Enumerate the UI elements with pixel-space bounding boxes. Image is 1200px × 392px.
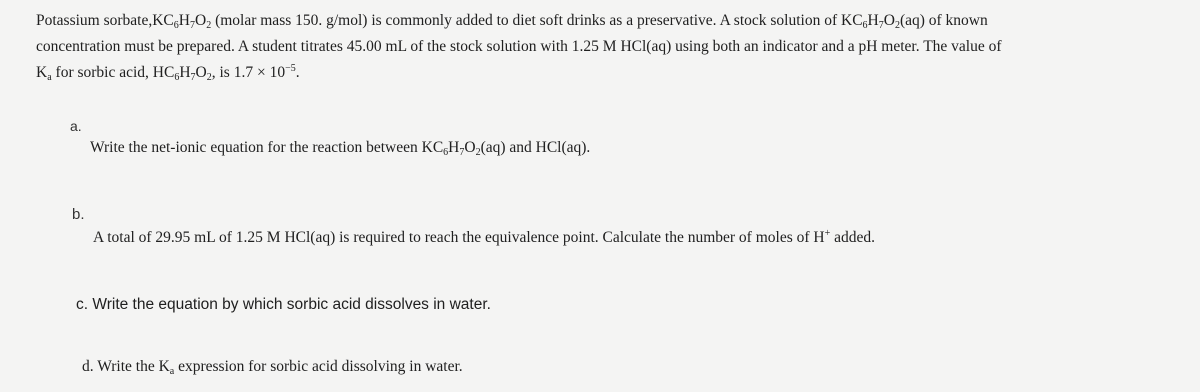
intro-line-1 [36,8,1176,34]
intro-text: O [883,12,895,29]
subscript: 6 [443,147,449,158]
intro-text: for sorbic acid, HC [51,64,175,81]
subscript: a [47,72,52,83]
intro-text: H [179,64,191,81]
subscript: 2 [894,20,900,31]
subscript: 6 [173,20,179,31]
intro-text: O [195,64,207,81]
subscript: 7 [190,72,196,83]
subscript: 7 [459,147,465,158]
part-c-question: c. Write the equation by which sorbic acid dissolves in water. [76,296,491,313]
question-text: H [448,139,460,156]
intro-text: O [194,12,207,29]
part-a-question [90,139,590,157]
subscript: 2 [475,147,481,158]
subscript: 7 [189,20,195,31]
intro-line-2: concentration must be prepared. A student titrates 45.00 mL of the stock solution with 1.25 M HCl(aq) using both an indicator and a pH meter. The value of [36,38,1002,55]
intro-text: (molar mass 150. g/mol) is commonly added to diet soft drinks as a preservative. A stock solution of KC [211,12,863,29]
intro-line-3 [36,60,1176,86]
problem-intro [36,8,1176,86]
subscript: 6 [862,20,868,31]
intro-text: H [178,12,190,29]
subscript: a [169,366,175,377]
intro-text: , is 1.7 × 10 [211,64,286,81]
intro-text: Potassium sorbate,KC [36,12,174,29]
intro-text: . [295,64,300,81]
part-a-label: a. [70,118,82,134]
subscript: 6 [174,72,180,83]
subscript: 2 [206,72,212,83]
part-d-question [82,358,463,376]
question-text: d. Write the K [82,358,170,375]
part-b-label: b. [72,206,85,223]
question-text: Write the net-ionic equation for the reaction between KC [90,139,444,156]
question-text: A total of 29.95 mL of 1.25 M HCl(aq) is required to reach the equivalence point. Calculate the number of moles of H [93,229,825,246]
question-text: (aq) and HCl(aq). [480,139,591,156]
superscript: + [824,228,831,239]
question-text: O [464,139,476,156]
intro-text: K [36,64,48,81]
subscript: 7 [878,20,884,31]
part-b-question [93,229,875,247]
superscript: −5 [285,63,296,74]
question-text: expression for sorbic acid dissolving in water. [174,358,463,375]
intro-text: (aq) of known [899,12,988,29]
question-text: added. [830,229,876,246]
subscript: 2 [206,20,212,31]
intro-text: H [867,12,879,29]
